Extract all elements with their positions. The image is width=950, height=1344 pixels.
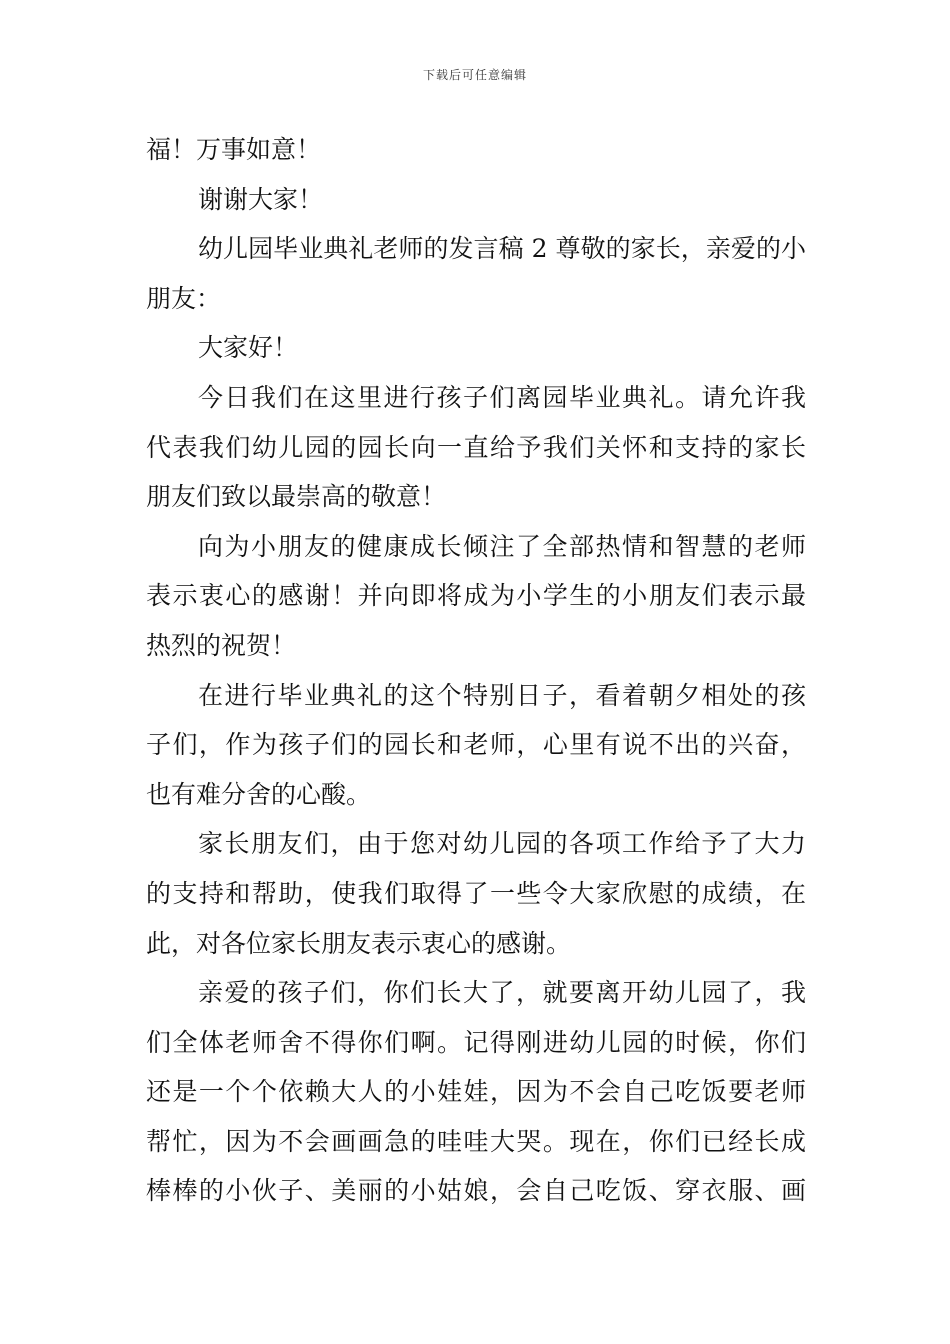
text-line: 幼儿园毕业典礼老师的发言稿 2 尊敬的家长，亲爱的小 [198,234,806,264]
text-line: 此，对各位家长朋友表示衷心的感谢。 [146,928,572,958]
page-header-note: 下载后可任意编辑 [422,68,527,82]
text-line: 也有难分舍的心酸。 [146,779,372,809]
text-line: 朋友： [146,283,222,313]
text-line: 福！万事如意！ [146,135,322,164]
text-line: 棒棒的小伙子、美丽的小姑娘，会自己吃饭、穿衣服、画 [146,1176,806,1206]
text-line: 家长朋友们，由于您对幼儿园的各项工作给予了大力 [198,829,806,859]
text-line: 的支持和帮助，使我们取得了一些令大家欣慰的成绩，在 [146,878,806,908]
text-line: 帮忙，因为不会画画急的哇哇大哭。现在，你们已经长成 [146,1126,806,1156]
text-line: 在进行毕业典礼的这个特别日子，看着朝夕相处的孩 [198,680,806,710]
text-line: 向为小朋友的健康成长倾注了全部热情和智慧的老师 [198,531,806,561]
text-line: 热烈的祝贺！ [146,630,297,660]
text-line: 亲爱的孩子们，你们长大了，就要离开幼儿园了，我 [198,978,806,1008]
text-line: 还是一个个依赖大人的小娃娃，因为不会自己吃饭要老师 [146,1077,806,1107]
document-body [146,125,806,1216]
text-line: 朋友们致以最崇高的敬意！ [146,482,447,512]
text-line: 们全体老师舍不得你们啊。记得刚进幼儿园的时候，你们 [146,1027,806,1057]
text-line: 谢谢大家！ [198,184,324,214]
text-line: 大家好！ [198,333,299,363]
text-line: 表示衷心的感谢！并向即将成为小学生的小朋友们表示最 [146,581,806,611]
text-line: 子们，作为孩子们的园长和老师，心里有说不出的兴奋， [146,730,806,760]
text-line: 代表我们幼儿园的园长向一直给予我们关怀和支持的家长 [146,432,806,462]
text-line: 今日我们在这里进行孩子们离园毕业典礼。请允许我 [198,382,806,412]
